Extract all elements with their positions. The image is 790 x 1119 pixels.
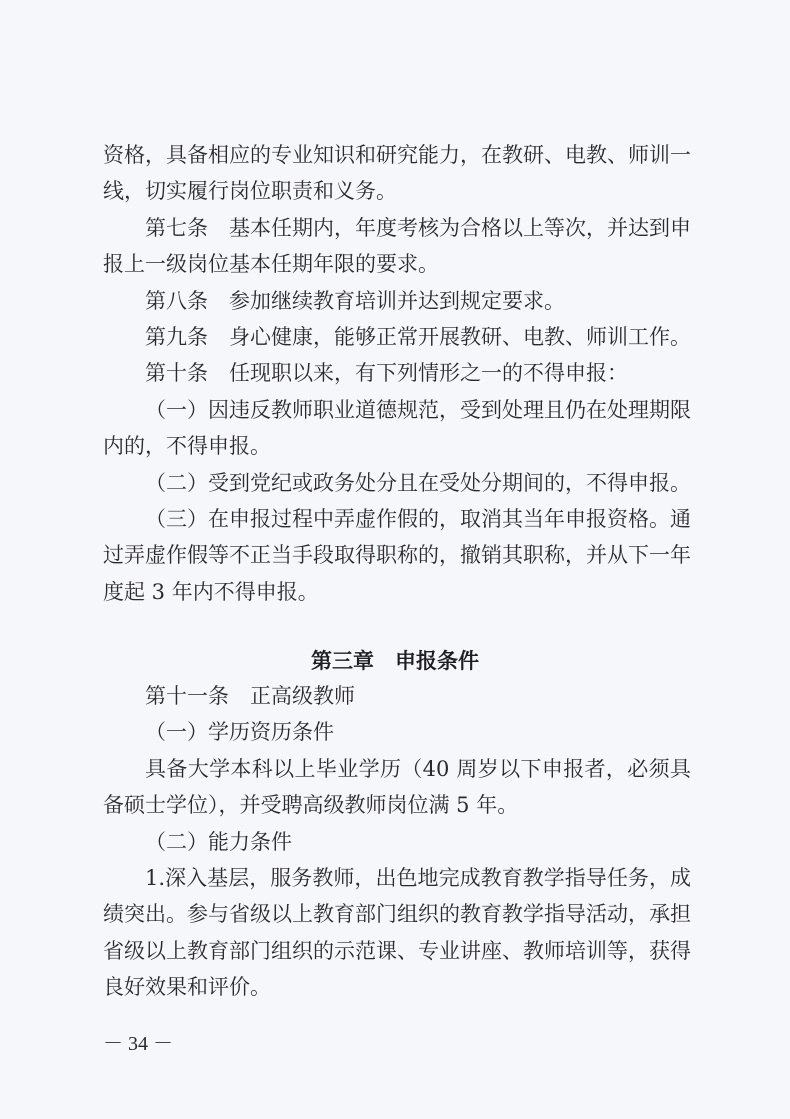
text-line: 备硕士学位），并受聘高级教师岗位满 5 年。 (103, 793, 519, 818)
text-line: 绩突出。参与省级以上教育部门组织的教育教学指导活动，承担 (103, 902, 691, 927)
page-number: － 34 － (103, 1033, 173, 1055)
text-line: 省级以上教育部门组织的示范课、专业讲座、教师培训等，获得 (103, 938, 691, 963)
text-line: 具备大学本科以上毕业学历（40 周岁以下申报者，必须具 (145, 756, 691, 781)
text-line: 资格，具备相应的专业知识和研究能力，在教研、电教、师训一 (103, 143, 691, 167)
text-line: 1.深入基层，服务教师，出色地完成教育教学指导任务，成 (145, 866, 691, 890)
text-line: （三）在申报过程中弄虚作假的，取消其当年申报资格。通 (145, 507, 691, 531)
text-line: 第八条 参加继续教育培训并达到规定要求。 (145, 288, 565, 313)
text-line: 第九条 身心健康，能够正常开展教研、电教、师训工作。 (145, 325, 691, 349)
text-line: 度起 3 年内不得申报。 (103, 579, 319, 604)
text-line: 报上一级岗位基本任期年限的要求。 (103, 252, 439, 277)
text-line: （一）因违反教师职业道德规范，受到处理且仍在处理期限 (145, 397, 691, 422)
text-line: 良好效果和评价。 (103, 975, 271, 1000)
text-line: 第十一条 正高级教师 (145, 684, 355, 708)
text-line: （二）受到党纪或政务处分且在受处分期间的，不得申报。 (145, 470, 691, 495)
text-line: 线，切实履行岗位职责和义务。 (103, 179, 397, 204)
text-line: 内的，不得申报。 (103, 434, 271, 459)
text-line: （一）学历资历条件 (145, 720, 334, 745)
text-line: （二）能力条件 (145, 829, 292, 854)
chapter-heading: 第三章 申报条件 (311, 649, 479, 673)
text-line: 第七条 基本任期内，年度考核为合格以上等次，并达到申 (145, 215, 691, 240)
text-line: 第十条 任现职以来，有下列情形之一的不得申报： (145, 361, 628, 386)
text-line: 过弄虚作假等不正当手段取得职称的，撤销其职称，并从下一年 (103, 543, 691, 568)
